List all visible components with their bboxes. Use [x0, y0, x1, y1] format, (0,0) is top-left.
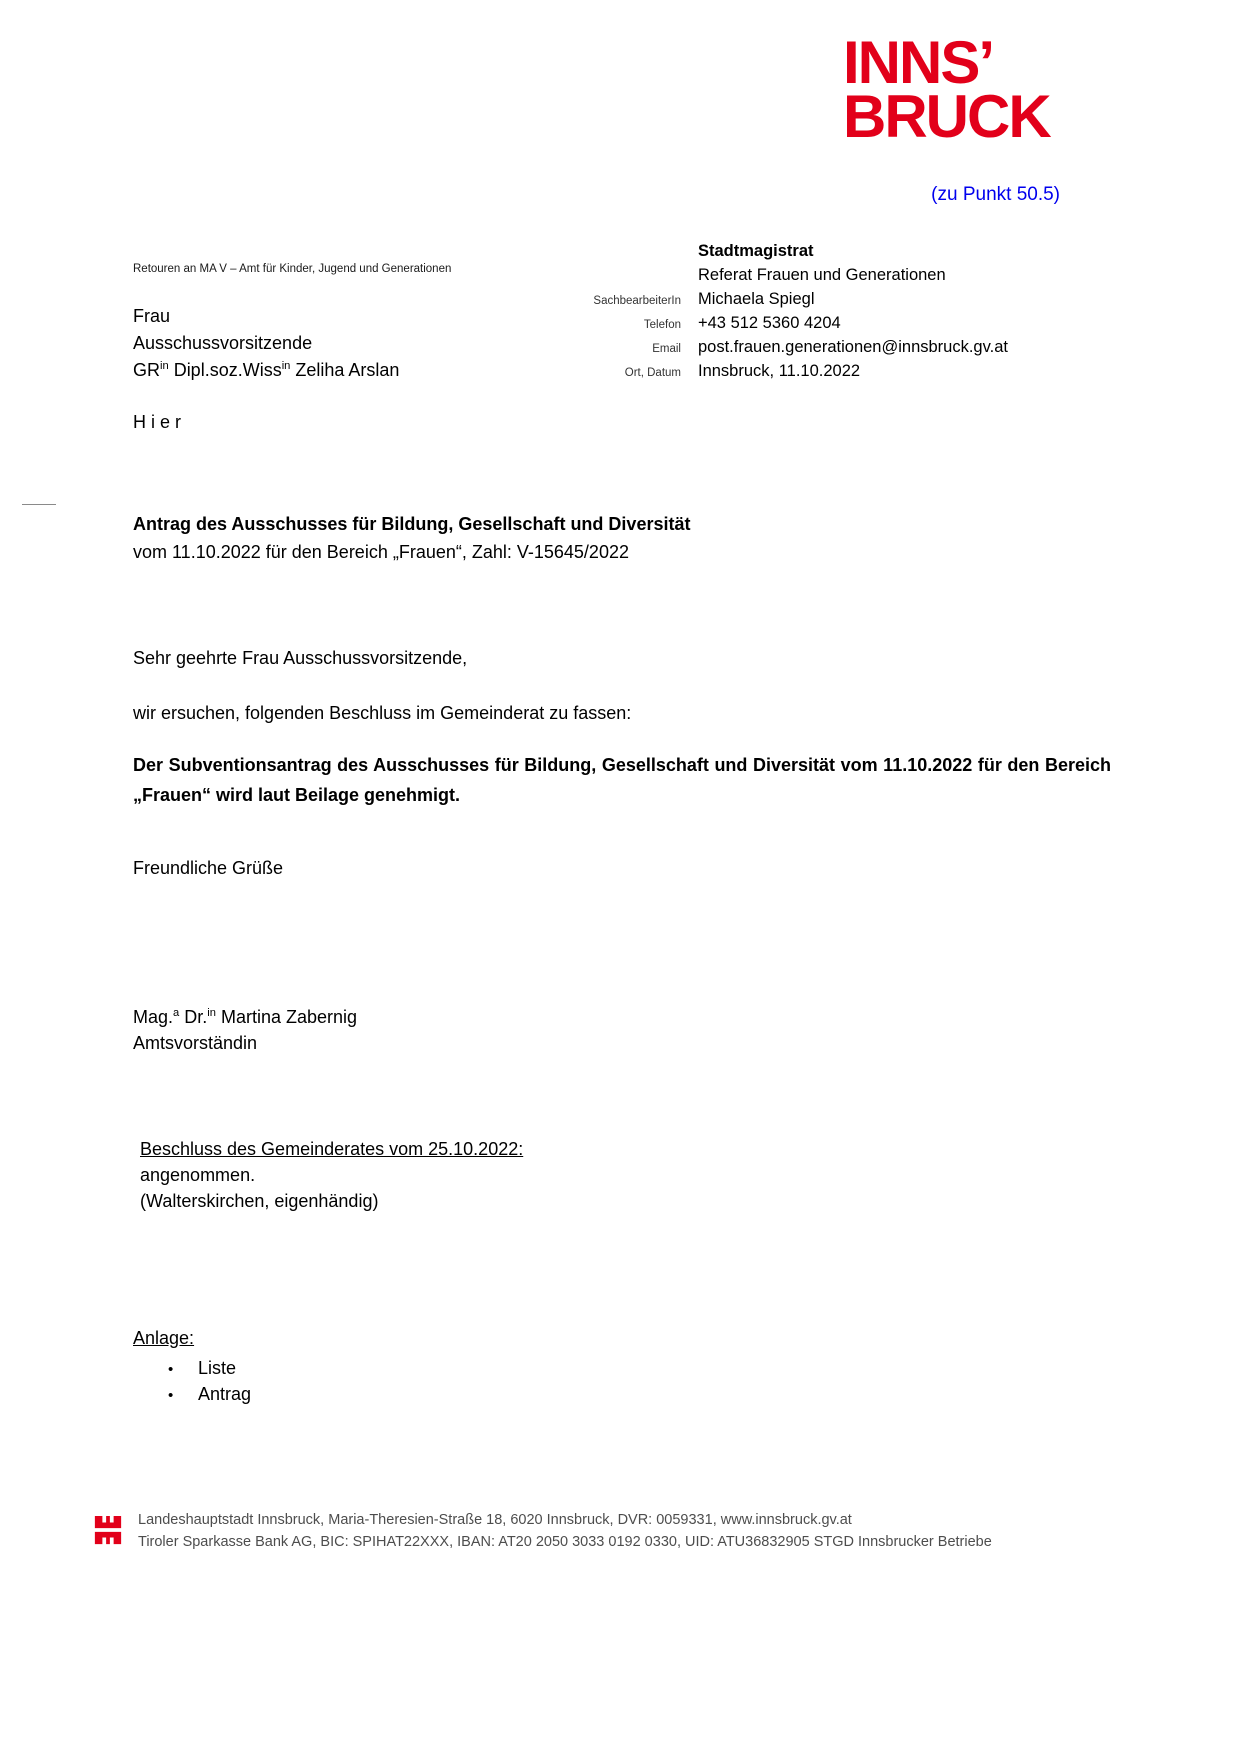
- recipient-role: Ausschussvorsitzende: [133, 333, 313, 353]
- office-row: [520, 290, 1120, 314]
- recipient-name-part: GR: [133, 360, 160, 380]
- request-line: wir ersuchen, folgenden Beschluss im Gemeinderat zu fassen:: [133, 703, 632, 723]
- subject-line2: vom 11.10.2022 für den Bereich „Frauen“, Zahl: V-15645/2022: [133, 542, 629, 562]
- innsbruck-logo-line2: BRUCK: [843, 83, 1050, 150]
- signature-block: [133, 1004, 357, 1056]
- recipient-salutation: Frau: [133, 306, 171, 326]
- signature-name: [133, 1004, 357, 1030]
- office-row: [520, 242, 1120, 266]
- recipient-name-superscript: in: [281, 360, 291, 372]
- signature-name-part: Martina Zabernig: [215, 1007, 358, 1027]
- phone-value: +43 512 5360 4204: [698, 314, 841, 332]
- attachments-heading: Anlage:: [133, 1328, 195, 1348]
- office-row: [520, 314, 1120, 338]
- bullet-icon: •: [168, 1361, 174, 1378]
- return-address-line: Retouren an MA V – Amt für Kinder, Jugend und Generationen: [133, 263, 452, 275]
- decision-heading: Beschluss des Gemeinderates vom 25.10.2022:: [140, 1139, 524, 1159]
- recipient-address-block: [133, 303, 399, 384]
- sender-info-block: [520, 242, 1120, 386]
- recipient-name-part: Zeliha Arslan: [290, 360, 400, 380]
- footer-text: [138, 1510, 992, 1553]
- greeting-line: Sehr geehrte Frau Ausschussvorsitzende,: [133, 648, 468, 668]
- department-name: Stadtmagistrat: [698, 242, 814, 260]
- signature-name-part: Dr.: [179, 1007, 208, 1027]
- subject-block: [133, 510, 690, 566]
- attachment-item-label: Liste: [198, 1358, 237, 1378]
- decision-note: (Walterskirchen, eigenhändig): [140, 1191, 379, 1211]
- office-row: [520, 362, 1120, 386]
- date-value: Innsbruck, 11.10.2022: [698, 362, 861, 380]
- attachment-item: [168, 1382, 251, 1408]
- clerk-value: Michaela Spiegl: [698, 290, 815, 308]
- bullet-icon: •: [168, 1387, 174, 1404]
- footer: [93, 1510, 992, 1553]
- signature-name-superscript: a: [173, 1007, 180, 1019]
- closing-line: Freundliche Grüße: [133, 858, 284, 878]
- footer-line1: Landeshauptstadt Innsbruck, Maria-Theresien-Straße 18, 6020 Innsbruck, DVR: 0059331, www.innsbruck.gv.at: [138, 1512, 852, 1528]
- unit-name: Referat Frauen und Generationen: [698, 266, 946, 284]
- attachment-item: [168, 1356, 251, 1382]
- date-label: Ort, Datum: [624, 367, 681, 379]
- innsbruck-logo: [843, 29, 1050, 150]
- email-label: Email: [652, 343, 681, 355]
- attachments-list: [168, 1356, 251, 1408]
- clerk-label: SachbearbeiterIn: [593, 295, 681, 307]
- decision-result: angenommen.: [140, 1165, 256, 1185]
- phone-label: Telefon: [643, 319, 681, 331]
- office-row: [520, 266, 1120, 290]
- recipient-location: H i e r: [133, 412, 182, 432]
- recipient-name-part: Dipl.soz.Wiss: [168, 360, 282, 380]
- office-row: [520, 338, 1120, 362]
- innsbruck-crest-icon: [93, 1514, 123, 1551]
- agenda-reference-note: (zu Punkt 50.5): [931, 184, 1060, 205]
- attachment-item-label: Antrag: [198, 1384, 252, 1404]
- resolution-paragraph: Der Subventionsantrag des Ausschusses für Bildung, Gesellschaft und Diversität vom 11.10.2022 für den Bereich „Frauen“ wird laut Beilage genehmigt.: [133, 755, 1111, 805]
- recipient-name: [133, 357, 399, 384]
- decision-block: [140, 1136, 523, 1214]
- email-value: post.frauen.generationen@innsbruck.gv.at: [698, 338, 1008, 356]
- signature-name-part: Mag.: [133, 1007, 174, 1027]
- innsbruck-logo-line1: INNS’: [843, 29, 994, 96]
- subject-line1: Antrag des Ausschusses für Bildung, Gesellschaft und Diversität: [133, 514, 691, 534]
- footer-line2: Tiroler Sparkasse Bank AG, BIC: SPIHAT22XXX, IBAN: AT20 2050 3033 0192 0330, UID: ATU36832905 STGD Innsbrucker Betriebe: [138, 1533, 992, 1550]
- signature-title: Amtsvorständin: [133, 1033, 258, 1053]
- fold-mark: [22, 504, 56, 505]
- signature-name-superscript: in: [207, 1007, 216, 1019]
- recipient-name-superscript: in: [160, 360, 169, 372]
